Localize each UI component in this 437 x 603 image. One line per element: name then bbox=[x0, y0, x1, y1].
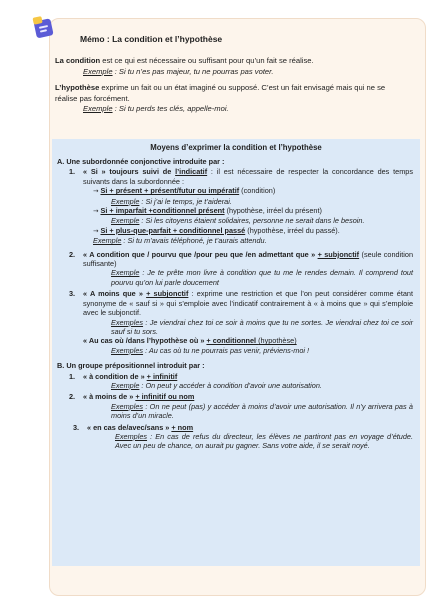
rule-2: → Si + imparfait +conditionnel présent (hypothèse, irréel du présent) bbox=[93, 206, 322, 216]
a2-example: Exemple : Je te prête mon livre à condition que tu me le rendes demain. Il comprend tout pourvu qu’on lui parle doucement bbox=[111, 268, 413, 287]
arrow-icon: → bbox=[93, 226, 99, 235]
moyens-content bbox=[57, 157, 413, 451]
b3-example: Exemples : En cas de refus du directeur, les élèves ne partiront pas en voyage d’étude. Avec un peu de chance, on aurait pu gagner. Sans votre aide, il se serait noyé. bbox=[115, 431, 413, 451]
hypothese-definition bbox=[55, 83, 405, 115]
rule-1: → Si + présent + présent/futur ou impératif (condition) bbox=[93, 186, 276, 196]
arrow-icon: → bbox=[93, 187, 99, 196]
example-label: Exemple bbox=[83, 104, 113, 113]
b2-example: Exemples : On ne peut (pas) y accéder à moins d’avoir une autorisation. Il n’y arrivera pas à moins d’un miracle. bbox=[111, 401, 413, 421]
rule-3-example: Exemple : Si tu m’avais téléphoné, je t’aurais attendu. bbox=[93, 236, 267, 246]
condition-example: Exemple : Si tu n’es pas majeur, tu ne pourras pas voter. bbox=[83, 66, 274, 76]
list-item-a2: 2. « A condition que / pourvu que /pour peu que /en admettant que » + subjonctif (seule condition suffisante) Exemple : Je te prête mon livre à condition que tu me le rendes demain. Il comprend tout pourvu qu’on lui parle doucement bbox=[69, 249, 413, 287]
section-b-heading: B. Un groupe prépositionnel introduit par : bbox=[57, 361, 205, 371]
example-label: Exemple bbox=[83, 66, 113, 76]
hypothese-term: L’hypothèse bbox=[55, 83, 100, 92]
notepad-icon bbox=[30, 14, 56, 40]
rule-2-example: Exemple : Si les citoyens étaient solidaires, personne ne serait dans le besoin. bbox=[111, 216, 365, 226]
list-item-b3: 3. « en cas de/avec/sans » + nom Exemples : En cas de refus du directeur, les élèves ne partiront pas en voyage d’étude. Avec un peu de chance, on aurait pu gagner. Sans votre aide, il se serait noyé. bbox=[73, 422, 413, 451]
list-item-a3: 3. « A moins que » + subjonctif : exprime une restriction et que l’on peut considérer comme étant synonyme de « sauf si » qui s’emploie avec l’indicatif contrairement à « à moins que » qui s’emploie avec le subjonctif. Exemples : Je viendrai chez toi ce soir à moins que tu ne sortes. Je viendrai chez toi ce soir sauf si tu sors. « Au cas où /dans l’hypothèse où » + conditionnel (hypothèse) Exemples : Au cas où tu ne pourrais pas venir, préviens-moi ! bbox=[69, 289, 413, 355]
moyens-panel bbox=[52, 139, 420, 566]
a3-example: Exemples : Je viendrai chez toi ce soir à moins que tu ne sortes. Je viendrai chez toi ce soir sauf si tu sors. bbox=[111, 317, 413, 336]
hypothese-example: Exemple : Si tu perds tes clés, appelle-moi. bbox=[83, 104, 229, 113]
condition-definition bbox=[55, 56, 405, 77]
a4-example: Exemples : Au cas où tu ne pourrais pas venir, préviens-moi ! bbox=[111, 345, 310, 355]
hypothese-def-text: exprime un fait ou un état imaginé ou supposé. C’est un fait envisagé mais qui ne se réalise pas forcément. bbox=[55, 83, 386, 103]
section-a-heading: A. Une subordonnée conjonctive introduite par : bbox=[57, 157, 225, 166]
intro-definitions bbox=[55, 56, 405, 121]
b1-example: Exemple : On peut y accéder à condition d’avoir une autorisation. bbox=[111, 380, 322, 390]
list-item-b2: 2. « à moins de » + infinitif ou nom Exemples : On ne peut (pas) y accéder à moins d’avoir une autorisation. Il n’y arrivera pas à moins d’un miracle. bbox=[69, 392, 413, 421]
arrow-icon: → bbox=[93, 207, 99, 216]
rule-1-example: Exemple : Si j’ai le temps, je t’aiderai. bbox=[111, 196, 232, 206]
a4-line: « Au cas où /dans l’hypothèse où » + conditionnel (hypothèse) bbox=[83, 336, 297, 346]
list-item-a1: 1. « Si » toujours suivi de l’indicatif : il est nécessaire de respecter la concordance des temps suivants dans la subordonnée : → Si + présent + présent/futur ou impératif (condition) Exemple : Si j’ai le temps, je t’aiderai. → Si + imparfait +conditionnel présent (hypothèse, irréel du présent) Exemple : Si les citoyens étaient solidaires, personne ne serait dans le besoin. → Si + plus-que-parfait + conditionnel passé (hypothèse, irréel du passé). Exemple : Si tu m’avais téléphoné, je t’aurais attendu. bbox=[69, 167, 413, 246]
condition-def-text: est ce qui est nécessaire ou suffisant pour qu’un fait se réalise. bbox=[100, 56, 314, 65]
memo-title: Mémo : La condition et l’hypothèse bbox=[80, 34, 223, 44]
moyens-title: Moyens d’exprimer la condition et l’hypothèse bbox=[150, 143, 322, 152]
list-item-b1: 1. « à condition de » + infinitif Exemple : On peut y accéder à condition d’avoir une autorisation. bbox=[69, 372, 413, 391]
condition-term: La condition bbox=[55, 56, 101, 65]
rule-3: → Si + plus-que-parfait + conditionnel passé (hypothèse, irréel du passé). bbox=[93, 225, 340, 235]
